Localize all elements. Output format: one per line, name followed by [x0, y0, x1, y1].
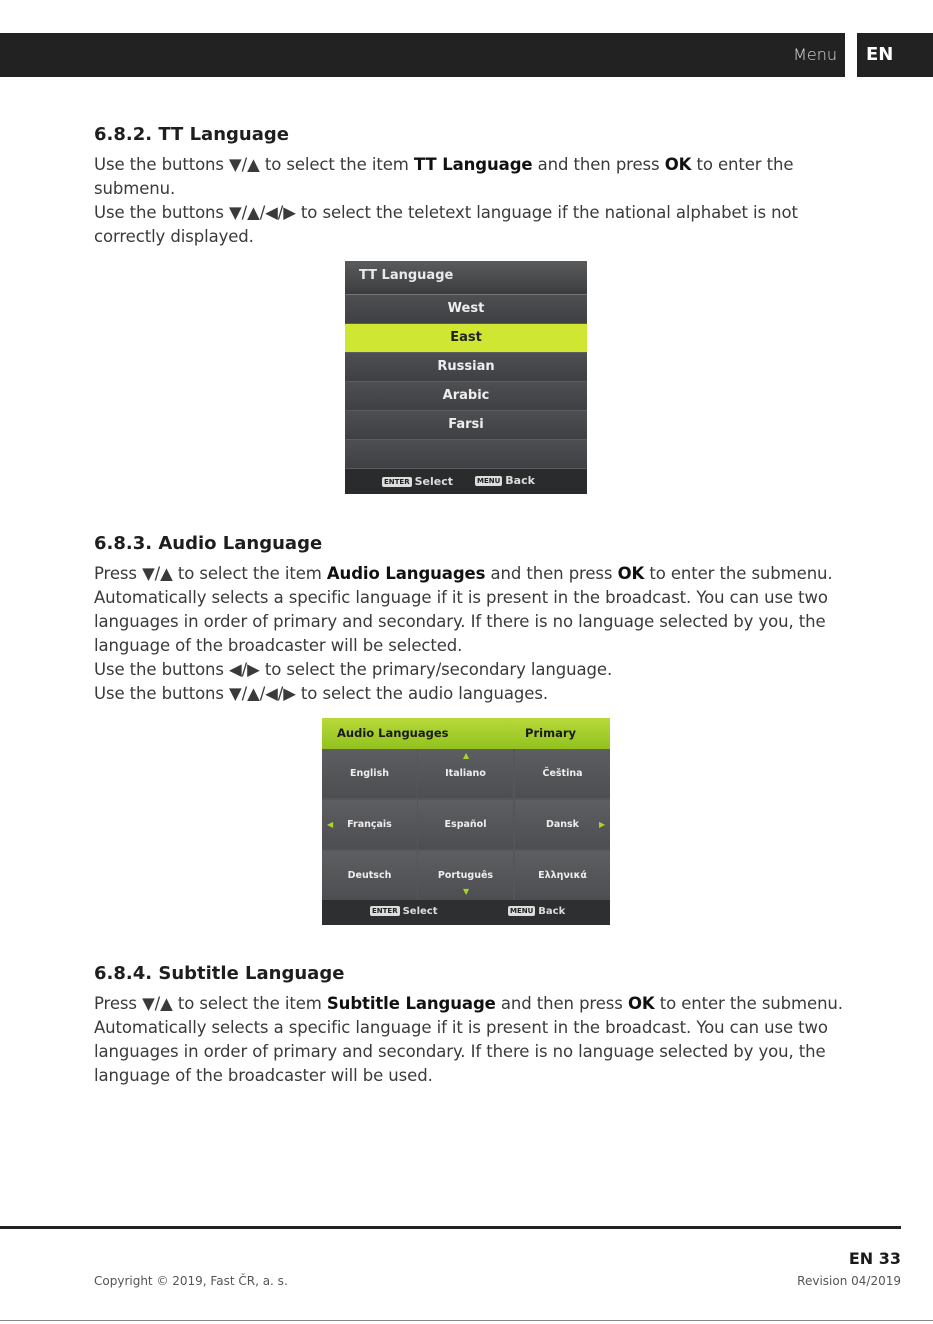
- language-tab: EN: [857, 33, 933, 77]
- lang-english[interactable]: English: [322, 749, 417, 798]
- menu-key-icon: MENU: [510, 907, 534, 915]
- section-heading: 6.8.4. Subtitle Language: [94, 963, 345, 984]
- tt-item-west[interactable]: West: [345, 295, 587, 324]
- lang-cestina[interactable]: Čeština: [515, 749, 610, 798]
- lang-italiano[interactable]: Italiano: [418, 749, 513, 798]
- tt-language-screen: [345, 261, 587, 494]
- screen-header: [322, 718, 610, 749]
- screen-footer: [345, 469, 587, 494]
- tt-item-russian[interactable]: Russian: [345, 353, 587, 382]
- menu-label: Menu: [793, 45, 837, 64]
- mode-label: Primary: [525, 726, 576, 740]
- select-hint: Select: [402, 906, 438, 917]
- paragraph: Use the buttons ▼/▲/◀/▶ to select the teletext language if the national alphabet is not correctly displayed.: [94, 203, 798, 246]
- paragraph: Press ▼/▲ to select the item Audio Languages and then press OK to enter the submenu.: [94, 564, 833, 583]
- lang-portugues[interactable]: Português: [418, 851, 513, 900]
- back-hint: Back: [538, 906, 566, 917]
- arrow-right-icon: ▶: [599, 820, 606, 829]
- paragraph: Press ▼/▲ to select the item Subtitle Language and then press OK to enter the submenu.: [94, 994, 843, 1013]
- paragraph: Use the buttons ▼/▲ to select the item TT Language and then press OK to enter the submenu.: [94, 155, 794, 198]
- lang-espanol[interactable]: Español: [418, 800, 513, 849]
- tt-item-east-selected[interactable]: East: [345, 324, 587, 353]
- section-heading: 6.8.2. TT Language: [94, 124, 289, 145]
- footer-divider: [0, 1226, 901, 1229]
- screen-title: TT Language: [345, 261, 587, 295]
- revision-text: Revision 04/2019: [797, 1274, 901, 1288]
- tt-item-arabic[interactable]: Arabic: [345, 382, 587, 411]
- section-heading: 6.8.3. Audio Language: [94, 533, 323, 554]
- lang-greek[interactable]: Ελληνικά: [515, 851, 610, 900]
- arrow-up-icon: ▲: [463, 751, 470, 760]
- language-grid: [322, 749, 610, 900]
- tt-item-farsi[interactable]: Farsi: [345, 411, 587, 440]
- lang-francais[interactable]: Français: [322, 800, 417, 849]
- enter-key-icon: ENTER: [372, 907, 398, 915]
- copyright-text: Copyright © 2019, Fast ČR, a. s.: [94, 1274, 288, 1288]
- paragraph: Use the buttons ▼/▲/◀/▶ to select the audio languages.: [94, 684, 548, 703]
- arrow-left-icon: ◀: [327, 820, 334, 829]
- lang-deutsch[interactable]: Deutsch: [322, 851, 417, 900]
- paragraph: Use the buttons ◀/▶ to select the primary/secondary language.: [94, 660, 613, 679]
- select-hint: Select: [414, 475, 453, 488]
- page-edge-line: [0, 1320, 933, 1321]
- paragraph: Automatically selects a specific language if it is present in the broadcast. You can use two languages in order of primary and secondary. If there is no language selected by you, the language of the broadcaster will be selected.: [94, 588, 828, 655]
- back-hint: Back: [505, 474, 535, 487]
- audio-languages-screen: [322, 718, 610, 925]
- menu-key-icon: MENU: [477, 477, 501, 485]
- section-subtitle-language: [94, 963, 854, 1088]
- screen-footer: [322, 900, 610, 925]
- paragraph: Automatically selects a specific language if it is present in the broadcast. You can use two languages in order of primary and secondary. If there is no language selected by you, the language of the broadcaster will be used.: [94, 1018, 828, 1085]
- lang-dansk[interactable]: Dansk: [515, 800, 610, 849]
- screen-title: Audio Languages: [337, 726, 449, 740]
- section-audio-language: [94, 533, 854, 706]
- arrow-down-icon: ▼: [463, 887, 470, 896]
- enter-key-icon: ENTER: [384, 478, 410, 486]
- header-bar: [0, 33, 845, 77]
- page-number: EN 33: [848, 1249, 901, 1268]
- tt-item-empty: [345, 440, 587, 469]
- section-tt-language: [94, 124, 854, 249]
